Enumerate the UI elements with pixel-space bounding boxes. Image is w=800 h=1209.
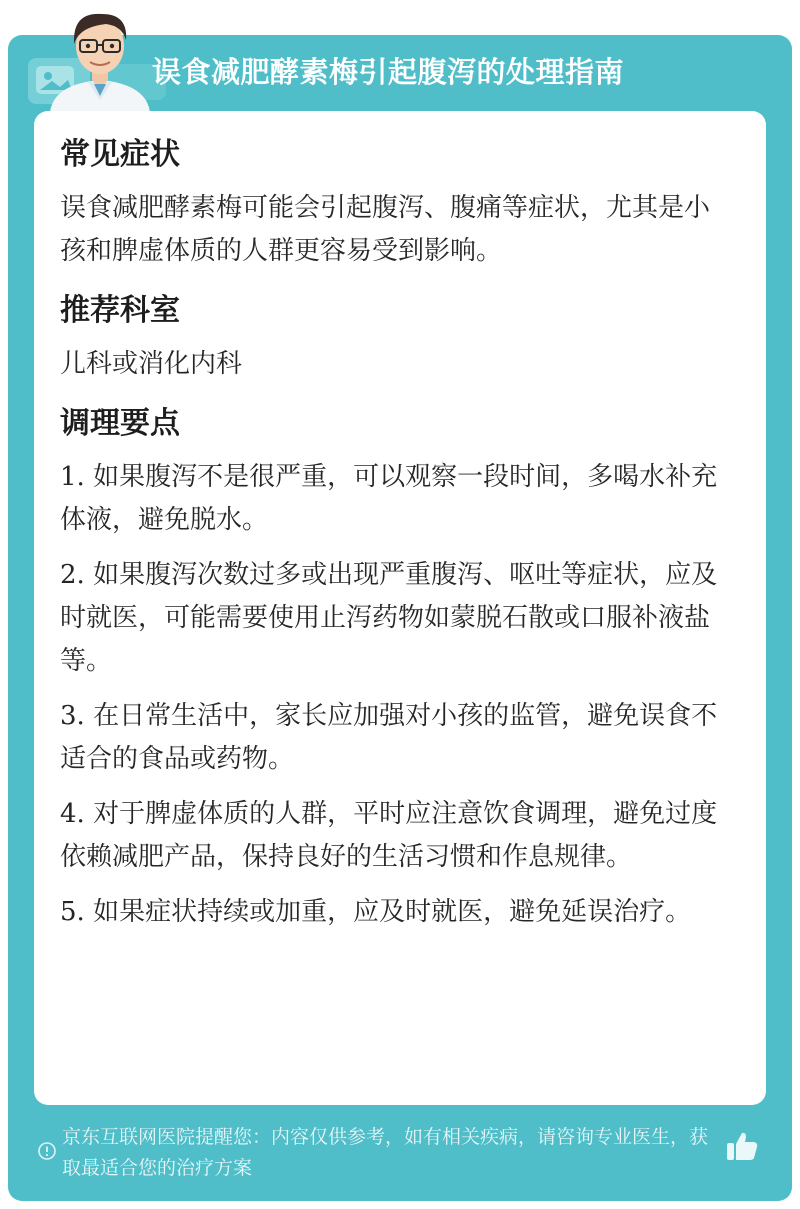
tip-number: 2.	[60, 560, 85, 590]
tip-text: 如果腹泻不是很严重，可以观察一段时间，多喝水补充体液，避免脱水。	[60, 462, 718, 535]
tip-item-3	[60, 695, 732, 781]
tip-text: 如果症状持续或加重，应及时就医，避免延误治疗。	[93, 897, 692, 927]
tip-text: 对于脾虚体质的人群，平时应注意饮食调理，避免过度依赖减肥产品，保持良好的生活习惯和作息规律。	[60, 799, 718, 872]
tip-text: 在日常生活中，家长应加强对小孩的监管，避免误食不适合的食品或药物。	[60, 701, 718, 774]
tip-number: 5.	[60, 897, 85, 927]
tip-item-2	[60, 554, 732, 683]
content-body	[60, 135, 732, 946]
tip-number: 3.	[60, 701, 85, 731]
tips-heading: 调理要点	[60, 406, 180, 441]
page-title: 误食减肥酵素梅引起腹泻的处理指南	[152, 55, 625, 89]
content-card	[34, 111, 766, 1105]
tip-number: 4.	[60, 799, 85, 829]
tip-text: 如果腹泻次数过多或出现严重腹泻、呕吐等症状，应及时就医，可能需要使用止泻药物如蒙脱石散或口服补液盐等。	[60, 560, 718, 676]
tip-item-1	[60, 456, 732, 542]
thumbs-up-icon[interactable]	[724, 1128, 760, 1164]
doctor-avatar	[40, 4, 160, 112]
symptoms-heading: 常见症状	[60, 137, 180, 172]
tip-item-5	[60, 891, 732, 934]
department-text: 儿科或消化内科	[60, 349, 243, 379]
disclaimer-text: 京东互联网医院提醒您：内容仅供参考，如有相关疾病，请咨询专业医生，获取最适合您的治疗方案	[62, 1126, 709, 1179]
tip-item-4	[60, 793, 732, 879]
tip-number: 1.	[60, 462, 85, 492]
symptoms-text: 误食减肥酵素梅可能会引起腹泻、腹痛等症状，尤其是小孩和脾虚体质的人群更容易受到影响。	[60, 193, 711, 266]
department-heading: 推荐科室	[60, 293, 180, 328]
info-icon	[37, 1141, 57, 1161]
